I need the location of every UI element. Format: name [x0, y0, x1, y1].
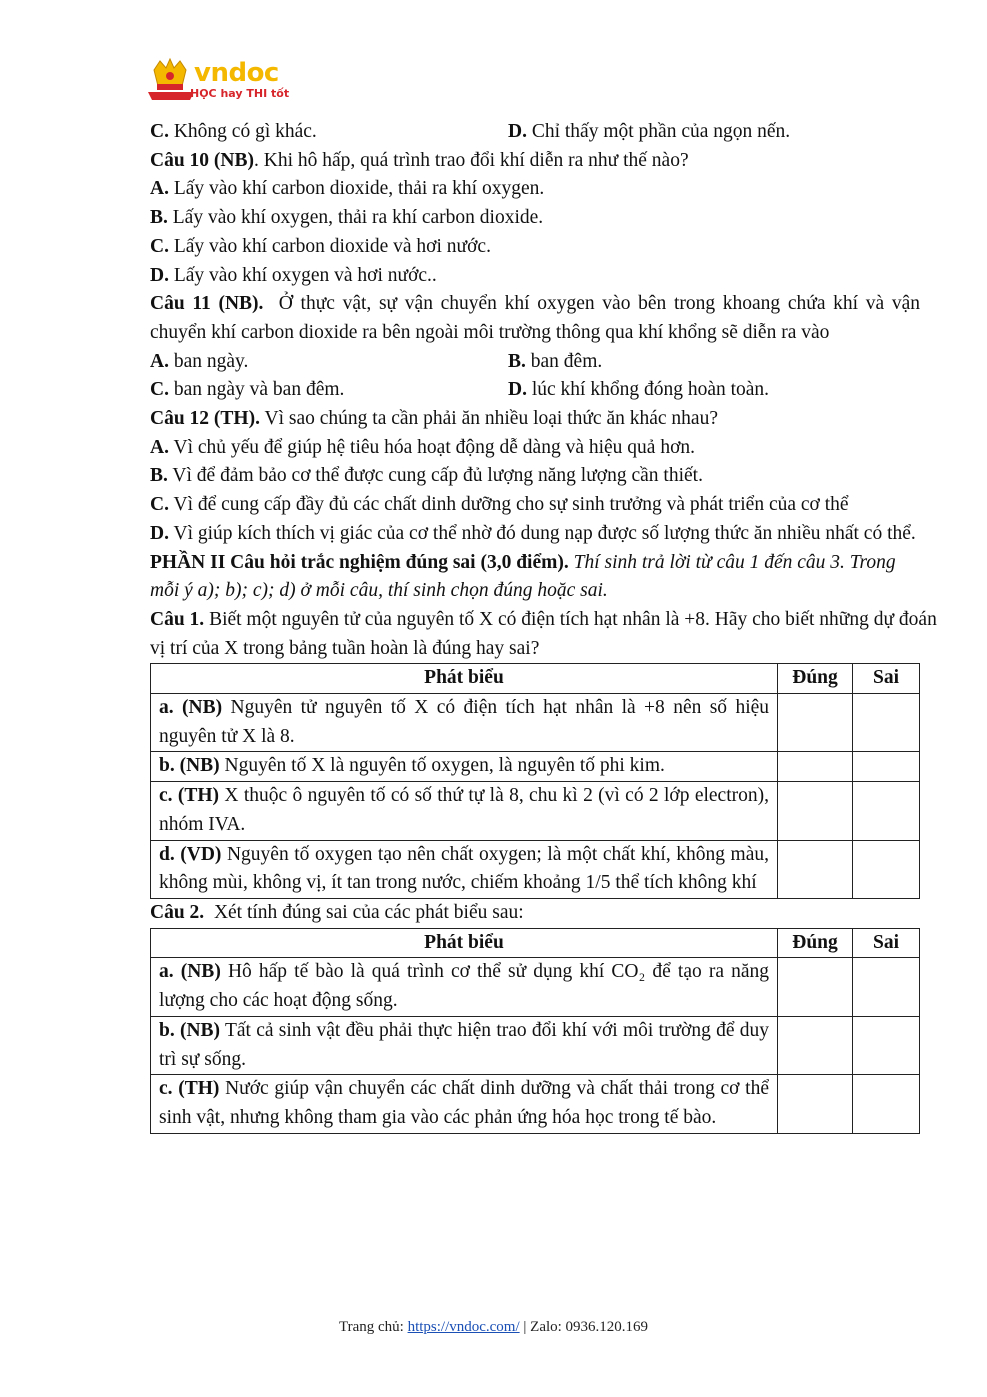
true-cell[interactable]	[778, 782, 853, 840]
page-footer	[0, 1319, 987, 1336]
table-row	[151, 752, 920, 782]
question-title: Câu 10 (NB)	[150, 149, 255, 171]
statement-cell: c. (TH) Nước giúp vận chuyển các chất dinh dưỡng và chất thải trong cơ thể sinh vật, nhưng không tham gia vào các phản ứng hóa học trong tế bào.	[151, 1075, 778, 1133]
false-cell[interactable]	[853, 694, 920, 752]
true-cell[interactable]	[778, 840, 853, 898]
statement-cell: b. (NB) Tất cả sinh vật đều phải thực hiện trao đổi khí với môi trường để duy trì sự sống.	[151, 1016, 778, 1074]
question-title: Câu 12 (TH).	[150, 408, 260, 430]
document-body	[150, 118, 937, 1134]
q10-option-d: D. Lấy vào khí oxygen và hơi nước..	[150, 264, 437, 286]
q12-option-b: B. Vì để đảm bảo cơ thể được cung cấp đủ lượng năng lượng cần thiết.	[150, 465, 703, 487]
header-false: Sai	[853, 664, 920, 694]
true-cell[interactable]	[778, 958, 853, 1016]
false-cell[interactable]	[853, 840, 920, 898]
q10-stem: Câu 10 (NB). Khi hô hấp, quá trình trao đổi khí diễn ra như thế nào?	[150, 149, 689, 171]
option-c: C. Không có gì khác.	[150, 121, 317, 142]
brand-slogan: HỌC hay THI tốt	[190, 87, 290, 100]
tf-q1-table	[150, 663, 920, 899]
q10-option-b: B. Lấy vào khí oxygen, thải ra khí carbon dioxide.	[150, 207, 544, 229]
vndoc-logo[interactable]	[148, 56, 288, 106]
header-true: Đúng	[778, 664, 853, 694]
q12-option-a: A. Vì chủ yếu để giúp hệ tiêu hóa hoạt động dễ dàng và hiệu quả hơn.	[150, 436, 696, 458]
table-row	[151, 958, 920, 1016]
false-cell[interactable]	[853, 1075, 920, 1133]
tf-q2-stem: Câu 2. Xét tính đúng sai của các phát biểu sau:	[150, 901, 524, 923]
table-header-row	[151, 928, 920, 958]
true-cell[interactable]	[778, 1016, 853, 1074]
statement-cell: a. (NB) Nguyên tử nguyên tố X có điện tích hạt nhân là +8 nên số hiệu nguyên tử X là 8.	[151, 694, 778, 752]
true-cell[interactable]	[778, 752, 853, 782]
q12-option-d: D. Vì giúp kích thích vị giác của cơ thể nhờ đó dung nạp được số lượng thức ăn nhiều nhất có thể.	[150, 522, 916, 544]
q10-option-c: C. Lấy vào khí carbon dioxide và hơi nước.	[150, 235, 491, 257]
true-cell[interactable]	[778, 694, 853, 752]
question-title: Câu 11 (NB).	[150, 293, 264, 315]
tf-q1-stem: Câu 1. Biết một nguyên tử của nguyên tố X có điện tích hạt nhân là +8. Hãy cho biết những dự đoán vị trí của X trong bảng tuần hoàn là đúng hay sai?	[150, 608, 937, 659]
table-row	[151, 782, 920, 840]
q10-option-a: A. Lấy vào khí carbon dioxide, thải ra khí oxygen.	[150, 178, 545, 200]
false-cell[interactable]	[853, 958, 920, 1016]
table-row	[151, 840, 920, 898]
home-label: Trang chủ:	[338, 1319, 404, 1335]
statement-cell: b. (NB) Nguyên tố X là nguyên tố oxygen, là nguyên tố phi kim.	[151, 752, 778, 782]
q12-stem: Câu 12 (TH). Vì sao chúng ta cần phải ăn nhiều loại thức ăn khác nhau?	[150, 408, 718, 430]
table-row	[151, 1016, 920, 1074]
brand-name: vndoc	[194, 58, 279, 88]
header-true: Đúng	[778, 928, 853, 958]
footer-separator: |	[523, 1319, 527, 1335]
false-cell[interactable]	[853, 1016, 920, 1074]
home-link[interactable]: https://vndoc.com/	[407, 1319, 520, 1335]
q11-stem: Câu 11 (NB). Ở thực vật, sự vận chuyển khí oxygen vào bên trong khoang chứa khí và vận chuyển khí carbon dioxide ra bên ngoài môi trường thông qua khí khổng sẽ diễn ra vào	[150, 293, 920, 343]
statement-cell: c. (TH) X thuộc ô nguyên tố có số thứ tự là 8, chu kì 2 (vì có 2 lớp electron), nhóm IVA.	[151, 782, 778, 840]
tf-q2-table	[150, 928, 920, 1134]
q11-options-cd: C. ban ngày và ban đêm. D. lúc khí khổng đóng hoàn toàn.	[150, 379, 770, 401]
q9-options-cd	[150, 118, 920, 147]
statement-cell: a. (NB) Hô hấp tế bào là quá trình cơ thể sử dụng khí CO₂ để tạo ra năng lượng cho các hoạt động sống.	[151, 958, 778, 1016]
option-d: D. Chỉ thấy một phần của ngọn nến.	[508, 121, 791, 142]
header-statement: Phát biểu	[151, 664, 778, 694]
q11-options-ab: A. ban ngày. B. ban đêm.	[150, 350, 603, 372]
true-cell[interactable]	[778, 1075, 853, 1133]
table-header-row	[151, 664, 920, 694]
part2-heading: PHẦN II Câu hỏi trắc nghiệm đúng sai (3,0 điểm). Thí sinh trả lời từ câu 1 đến câu 3. Trong mỗi ý a); b); c); d) ở mỗi câu, thí sinh chọn đúng hoặc sai.	[150, 551, 896, 602]
table-row	[151, 1075, 920, 1133]
false-cell[interactable]	[853, 782, 920, 840]
zalo-contact: Zalo: 0936.120.169	[530, 1319, 649, 1335]
table-row	[151, 694, 920, 752]
header-false: Sai	[853, 928, 920, 958]
header-statement: Phát biểu	[151, 928, 778, 958]
statement-cell: d. (VD) Nguyên tố oxygen tạo nên chất oxygen; là một chất khí, không màu, không mùi, không vị, ít tan trong nước, chiếm khoảng 1/5 thể tích không khí	[151, 840, 778, 898]
q12-option-c: C. Vì để cung cấp đầy đủ các chất dinh dưỡng cho sự sinh trưởng và phát triển của cơ thể	[150, 494, 849, 516]
false-cell[interactable]	[853, 752, 920, 782]
